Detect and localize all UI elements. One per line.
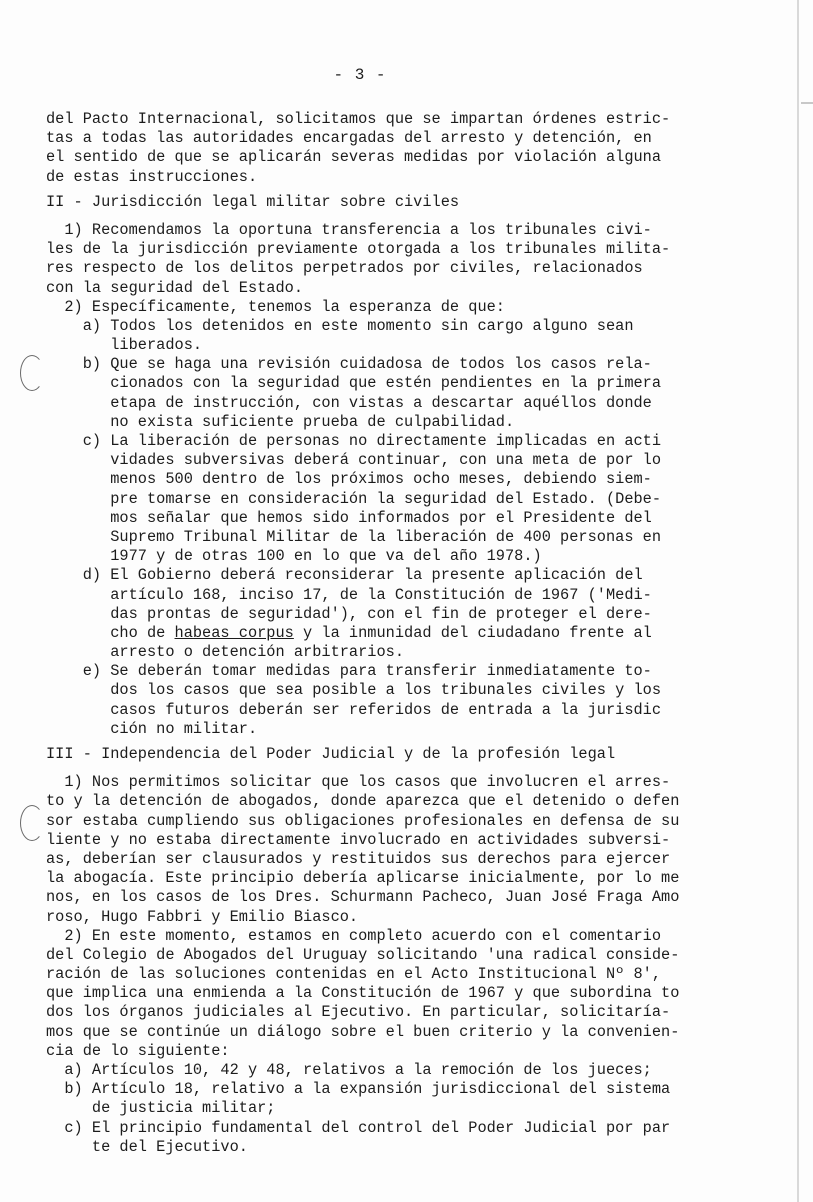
text-line: nos, en los casos de los Dres. Schurmann Pacheco, Juan José Fraga Amo [46, 888, 680, 907]
text-line: no exista suficiente prueba de culpabilidad. [46, 412, 515, 431]
text-line: d) El Gobierno deberá reconsiderar la presente aplicación del [46, 566, 643, 585]
text-line: cia de lo siguiente: [46, 1041, 230, 1060]
text-line: del Pacto Internacional, solicitamos que se impartan órdenes estric- [46, 110, 671, 128]
page-number: - 3 - [333, 66, 387, 84]
text-line: arresto o detención arbitrarios. [46, 643, 405, 662]
text-line: cionados con la seguridad que estén pendientes en la primera [46, 374, 662, 393]
text-line: sor estaba cumpliendo sus obligaciones profesionales en defensa de su [46, 811, 680, 830]
text-line: liente y no estaba directamente involucrado en actividades subversi- [46, 830, 671, 849]
page-edge-line [797, 0, 799, 1202]
text-line: c) La liberación de personas no directamente implicadas en acti [46, 432, 662, 450]
section-heading-iii: III - Independencia del Poder Judicial y de la profesión legal [46, 745, 616, 763]
text-line: b) Artículo 18, relativo a la expansión jurisdiccional del sistema [46, 1080, 671, 1099]
text-line: 2) Específicamente, tenemos la esperanza de que: [46, 297, 505, 316]
body-text [46, 110, 746, 1157]
text-line: con la seguridad del Estado. [46, 278, 304, 297]
text-line: 1) Nos permitimos solicitar que los casos que involucren el arres- [46, 773, 671, 792]
page-edge-mark [801, 102, 813, 104]
text-line: menos 500 dentro de los próximos ocho meses, debiendo siem- [46, 470, 652, 489]
text-line: vidades subversivas deberá continuar, con una meta de por lo [46, 451, 662, 470]
text-line: etapa de instrucción, con vistas a descartar aquéllos donde [46, 393, 652, 412]
text-line: ración de las soluciones contenidas en el Acto Institucional Nº 8', [46, 965, 662, 984]
text-line: 1) Recomendamos la oportuna transferencia a los tribunales civi- [46, 220, 652, 239]
text-line: te del Ejecutivo. [46, 1137, 248, 1156]
text-line: b) Que se haga una revisión cuidadosa de todos los casos rela- [46, 355, 652, 374]
text-line: tas a todas las autoridades encargadas del arresto y detención, en [46, 129, 652, 148]
text-line: to y la detención de abogados, donde aparezca que el detenido o defen [46, 792, 680, 811]
text-line: dos los órganos judiciales al Ejecutivo. En particular, solicitaría- [46, 1003, 671, 1022]
text-line: les de la jurisdicción previamente otorgada a los tribunales milita- [46, 240, 671, 259]
text-line: ción no militar. [46, 719, 258, 738]
text-line: res respecto de los delitos perpetrados por civiles, relacionados [46, 259, 643, 278]
text-line: el sentido de que se aplicarán severas medidas por violación alguna [46, 148, 662, 167]
text-line: c) El principio fundamental del control del Poder Judicial por par [46, 1118, 671, 1137]
text-line: artículo 168, inciso 17, de la Constitución de 1967 ('Medi- [46, 585, 652, 604]
text-line: que implica una enmienda a la Constitución de 1967 y que subordina to [46, 984, 680, 1003]
text-line: cho de habeas corpus y la inmunidad del ciudadano frente al [46, 623, 652, 642]
text-line: a) Artículos 10, 42 y 48, relativos a la remoción de los jueces; [46, 1061, 652, 1079]
punch-hole-mark [20, 805, 44, 841]
text-line: a) Todos los detenidos en este momento sin cargo alguno sean [46, 316, 634, 335]
text-line: das prontas de seguridad'), con el fin de proteger el dere- [46, 604, 652, 623]
text-line: de justicia militar; [46, 1099, 276, 1118]
section-heading-ii: II - Jurisdicción legal militar sobre civiles [46, 192, 460, 211]
text-line: 1977 y de otras 100 en lo que va del año 1978.) [46, 547, 542, 566]
text-line: roso, Hugo Fabbri y Emilio Biasco. [46, 907, 359, 926]
text-line: dos los casos que sea posible a los tribunales civiles y los [46, 681, 662, 700]
text-line: la abogacía. Este principio debería aplicarse inicialmente, por lo me [46, 869, 680, 888]
text-line: mos señalar que hemos sido informados por el Presidente del [46, 508, 652, 527]
text-line: casos futuros deberán ser referidos de entrada a la jurisdic [46, 700, 662, 719]
text-line: as, deberían ser clausurados y restituidos sus derechos para ejercer [46, 849, 671, 868]
text-line: pre tomarse en consideración la seguridad del Estado. (Debe- [46, 489, 662, 508]
text-line: Supremo Tribunal Militar de la liberación de 400 personas en [46, 527, 662, 546]
text-line: liberados. [46, 336, 203, 355]
text-line: 2) En este momento, estamos en completo acuerdo con el comentario [46, 926, 662, 945]
punch-hole-mark [20, 355, 44, 391]
text-line: e) Se deberán tomar medidas para transferir inmediatamente to- [46, 662, 652, 681]
text-line: mos que se continúe un diálogo sobre el buen criterio y la convenien- [46, 1022, 680, 1041]
text-line: del Colegio de Abogados del Uruguay solicitando 'una radical conside- [46, 945, 680, 964]
text-line: de estas instrucciones. [46, 167, 258, 186]
